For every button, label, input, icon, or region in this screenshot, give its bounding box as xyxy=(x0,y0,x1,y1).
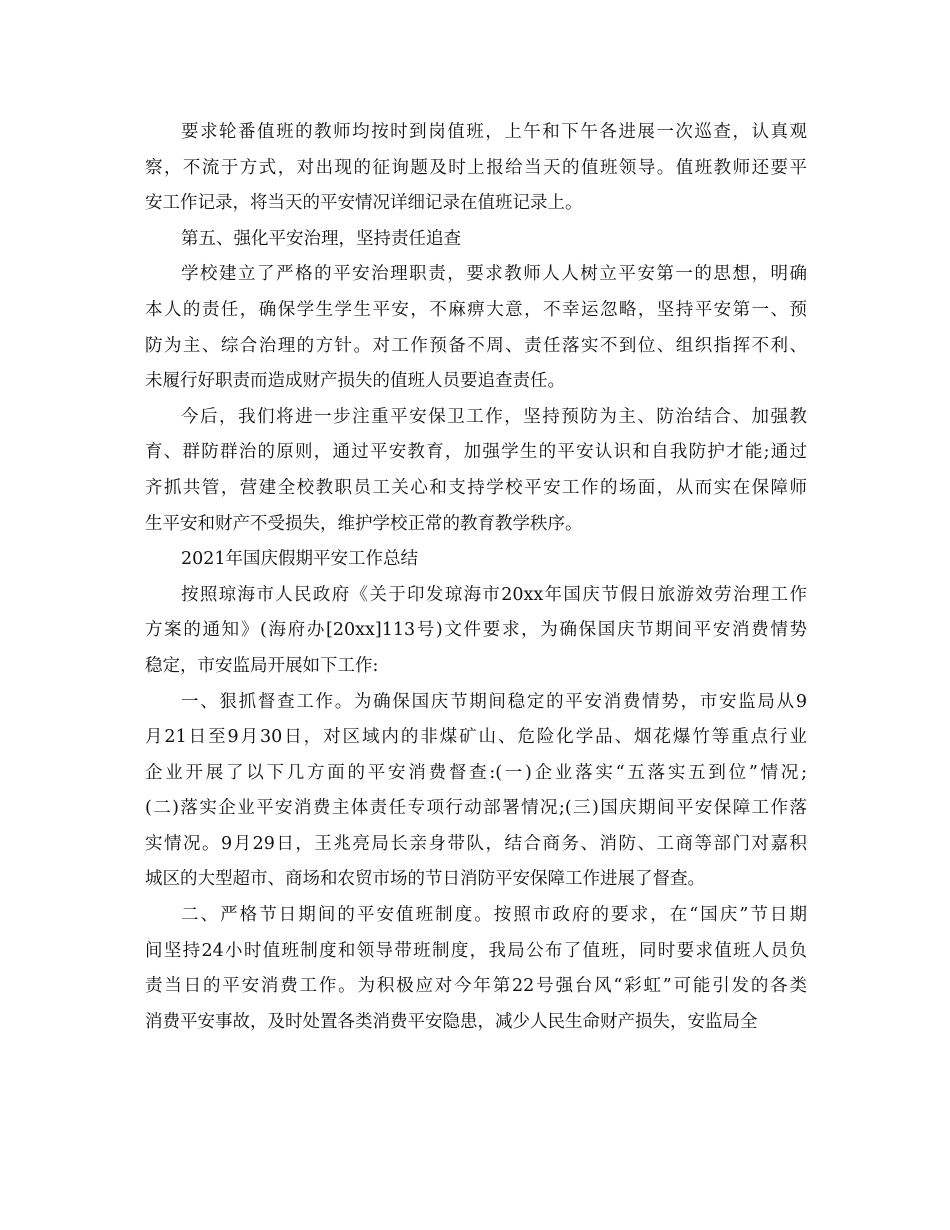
paragraph xyxy=(145,400,807,542)
paragraph xyxy=(145,578,807,685)
paragraph xyxy=(145,257,807,399)
paragraph-line: 齐抓共管，营建全校教职员工关心和支持学校平安工作的场面，从而实在保障师 xyxy=(145,477,807,498)
paragraph-line: 企业开展了以下几方面的平安消费督查:(一)企业落实“五落实五到位”情况; xyxy=(145,762,807,783)
paragraph-line: 实情况。9月29日，王兆亮局长亲身带队，结合商务、消防、工商等部门对嘉积 xyxy=(145,833,807,854)
paragraph-line: 防为主、综合治理的方针。对工作预备不周、责任落实不到位、组织指挥不利、 xyxy=(145,335,807,356)
paragraph-line: 本人的责任，确保学生学生平安，不麻痹大意，不幸运忽略，坚持平安第一、预 xyxy=(145,299,807,320)
paragraph-line: 稳定，市安监局开展如下工作: xyxy=(145,655,379,676)
paragraph-line: 月21日至9月30日，对区域内的非煤矿山、危险化学品、烟花爆竹等重点行业 xyxy=(145,727,807,748)
paragraph-line: 育、群防群治的原则，通过平安教育，加强学生的平安认识和自我防护才能;通过 xyxy=(145,442,807,463)
paragraph-line: 要求轮番值班的教师均按时到岗值班，上午和下午各进展一次巡查，认真观 xyxy=(181,122,807,142)
paragraph-line: 生平安和财产不受损失，维护学校正常的教育教学秩序。 xyxy=(145,513,583,534)
paragraph-line: 按照琼海市人民政府《关于印发琼海市20xx年国庆节假日旅游效劳治理工作 xyxy=(181,584,807,605)
paragraph xyxy=(145,115,807,222)
paragraph xyxy=(145,542,807,578)
paragraph xyxy=(145,685,807,899)
paragraph-line: 察，不流于方式，对出现的征询题及时上报给当天的值班领导。值班教师还要平 xyxy=(145,157,807,178)
paragraph-line: 消费平安事故，及时处置各类消费平安隐患，减少人民生命财产损失，安监局全 xyxy=(145,1011,758,1032)
paragraph-line: 间坚持24小时值班制度和领导带班制度，我局公布了值班，同时要求值班人员负 xyxy=(145,940,807,961)
paragraph-line: 安工作记录，将当天的平安情况详细记录在值班记录上。 xyxy=(145,193,583,214)
paragraph xyxy=(145,222,807,258)
paragraph-line: 二、严格节日期间的平安值班制度。按照市政府的要求，在“国庆”节日期 xyxy=(181,905,807,926)
paragraph-line: 学校建立了严格的平安治理职责，要求教师人人树立平安第一的思想，明确 xyxy=(181,264,807,285)
paragraph-line: 责当日的平安消费工作。为积极应对今年第22号强台风“彩虹”可能引发的各类 xyxy=(145,976,807,997)
paragraph-line: 2021年国庆假期平安工作总结 xyxy=(181,549,419,570)
paragraph-line: 第五、强化平安治理，坚持责任追查 xyxy=(181,228,461,249)
paragraph-line: 今后，我们将进一步注重平安保卫工作，坚持预防为主、防治结合、加强教 xyxy=(181,406,807,427)
document-page xyxy=(145,115,807,1040)
paragraph-line: 未履行好职责而造成财产损失的值班人员要追查责任。 xyxy=(145,371,565,392)
paragraph-line: (二)落实企业平安消费主体责任专项行动部署情况;(三)国庆期间平安保障工作落 xyxy=(145,798,807,819)
paragraph xyxy=(145,898,807,1040)
paragraph-line: 方案的通知》(海府办[20xx]113号)文件要求，为确保国庆节期间平安消费情势 xyxy=(145,620,807,641)
paragraph-line: 一、狠抓督查工作。为确保国庆节期间稳定的平安消费情势，市安监局从9 xyxy=(181,691,807,712)
paragraph-line: 城区的大型超市、商场和农贸市场的节日消防平安保障工作进展了督查。 xyxy=(145,869,705,890)
